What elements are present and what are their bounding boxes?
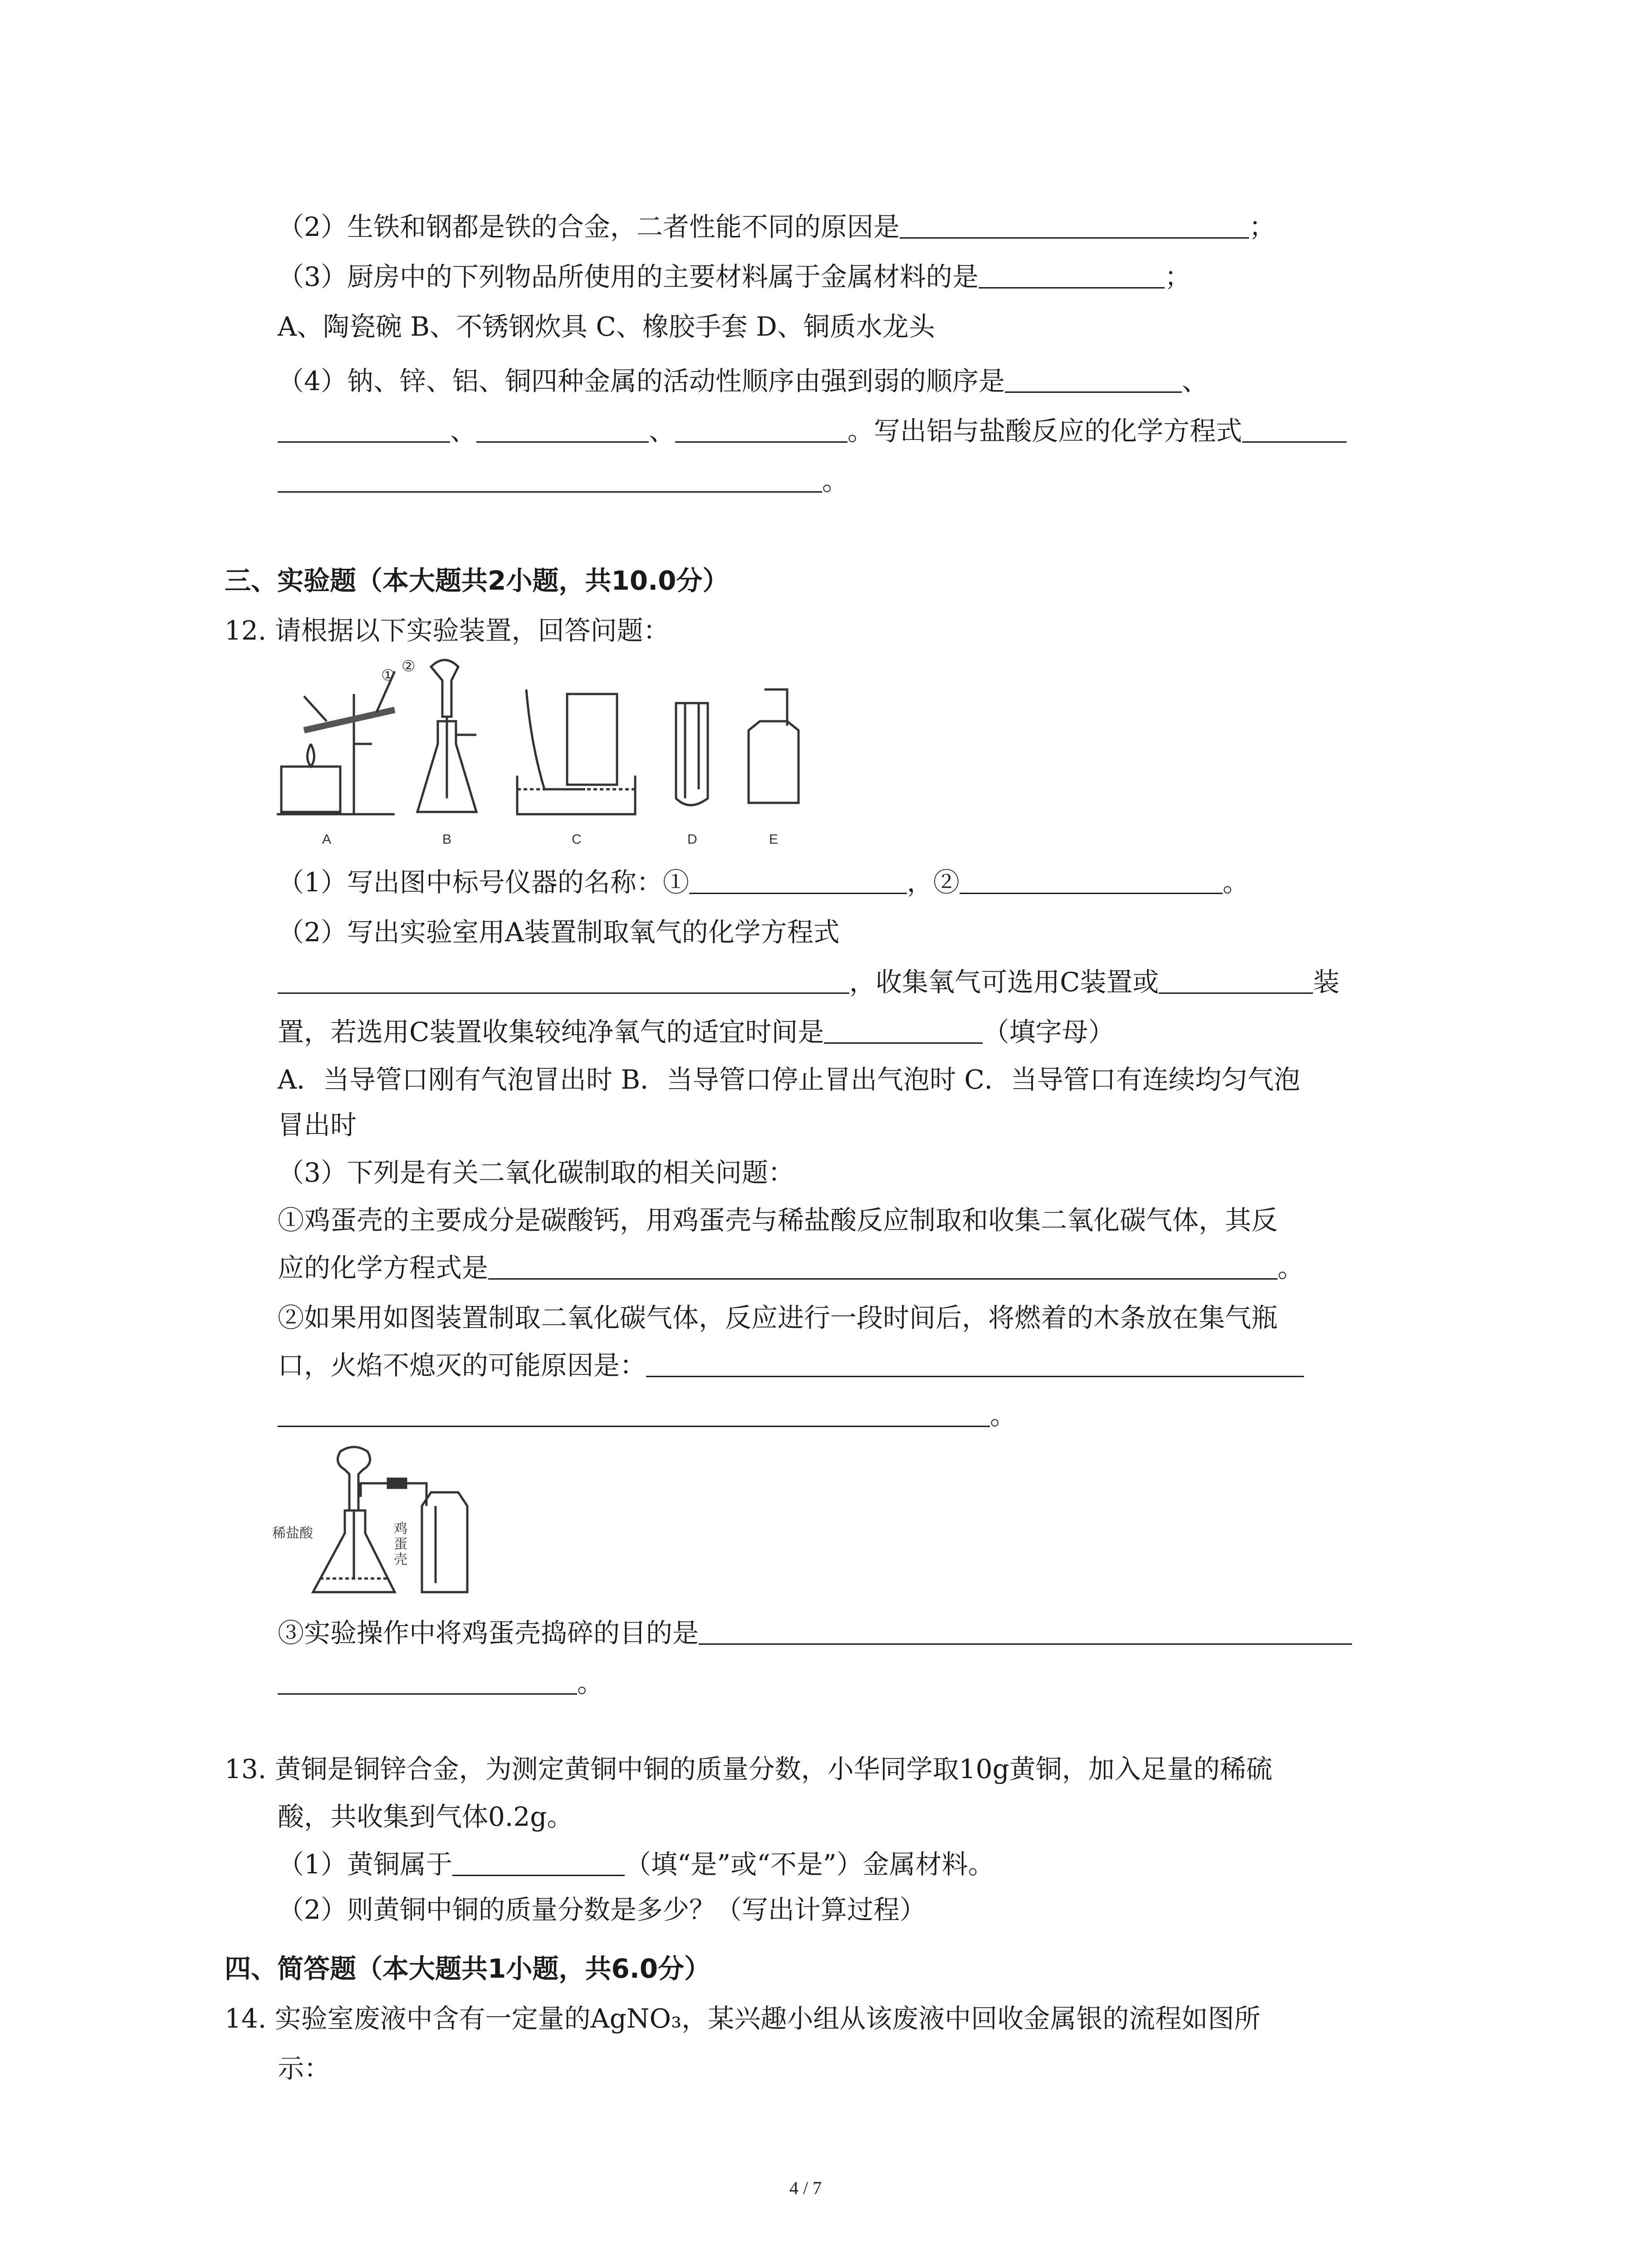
q11-part4-eq: 。 (278, 463, 848, 499)
label-a: A (322, 832, 332, 847)
mark-1: ① (381, 667, 395, 684)
q12-part3-2b: 口，火焰不熄灭的可能原因是： (278, 1347, 1304, 1383)
answer-blank[interactable] (675, 414, 847, 443)
answer-blank[interactable] (646, 1349, 1304, 1377)
q12-part2: （2）写出实验室用A装置制取氧气的化学方程式 (278, 917, 840, 948)
answer-blank[interactable] (900, 210, 1249, 239)
apparatus-figure-a-e (272, 653, 848, 848)
answer-blank[interactable] (689, 865, 907, 894)
q14-stem-b: 示： (278, 2053, 331, 2084)
answer-blank[interactable] (1159, 965, 1313, 994)
answer-blank[interactable] (278, 1666, 577, 1695)
flame (308, 744, 314, 767)
q12-part3-2c: 。 (278, 1397, 1016, 1433)
gas-collecting-bottle (422, 1492, 467, 1592)
answer-blank[interactable] (979, 260, 1165, 288)
q11-part3: （3）厨房中的下列物品所使用的主要材料属于金属材料的是 ； (278, 259, 1191, 295)
gas-collecting-bottle (567, 694, 617, 785)
q13-part1: （1）黄铜属于 （填“是”或“不是”）金属材料。 (278, 1846, 994, 1882)
q12-part3-2a: ②如果用如图装置制取二氧化碳气体，反应进行一段时间后，将燃着的木条放在集气瓶 (278, 1302, 1278, 1333)
answer-blank[interactable] (1242, 414, 1347, 443)
label-b: B (442, 832, 452, 847)
label-eggshell: 鸡蛋壳 (394, 1521, 407, 1567)
answer-blank[interactable] (452, 1848, 625, 1876)
q12-options-2: 冒出时 (278, 1110, 357, 1140)
q12-part3: （3）下列是有关二氧化碳制取的相关问题： (278, 1157, 794, 1188)
section-title-experiments: 三、实验题（本大题共2小题，共10.0分） (225, 565, 729, 596)
page-number: 4 / 7 (789, 2178, 822, 2198)
answer-blank[interactable] (278, 1398, 990, 1427)
q13-stem-b: 酸，共收集到气体0.2g。 (278, 1801, 573, 1832)
q12-part2-b: ，收集氧气可选用C装置或 装 (278, 964, 1339, 1000)
answer-blank[interactable] (278, 464, 822, 493)
answer-blank[interactable] (960, 865, 1223, 894)
label-c: C (572, 832, 582, 847)
q14-stem-a: 14. 实验室废液中含有一定量的AgNO₃，某兴趣小组从该废液中回收金属银的流程如图所 (225, 2003, 1261, 2034)
answer-blank[interactable] (278, 965, 849, 994)
q12-part3-3: ③实验操作中将鸡蛋壳捣碎的目的是 (278, 1615, 1352, 1651)
label-e: E (769, 832, 779, 847)
q12-part3-1a: ①鸡蛋壳的主要成分是碳酸钙，用鸡蛋壳与稀盐酸反应制取和收集二氧化碳气体，其反 (278, 1205, 1278, 1236)
q12-options-1: A．当导管口刚有气泡冒出时 B．当导管口停止冒出气泡时 C．当导管口有连续均匀气泡 (278, 1064, 1300, 1095)
alcohol-lamp (281, 767, 340, 812)
test-tube (304, 710, 395, 730)
answer-blank[interactable] (699, 1616, 1352, 1645)
q12-part1: （1）写出图中标号仪器的名称：① ，② 。 (278, 864, 1249, 900)
separatory-funnel (338, 1447, 370, 1510)
q11-part4-cont: 、 、 。写出铝与盐酸反应的化学方程式 (278, 413, 1347, 449)
answer-blank[interactable] (488, 1251, 1278, 1280)
q12-stem: 12. 请根据以下实验装置，回答问题： (225, 615, 670, 646)
label-dilute-hcl: 稀盐酸 (272, 1526, 313, 1541)
gas-bottle-d (676, 703, 708, 805)
answer-blank[interactable] (824, 1015, 983, 1044)
q12-part3-3b: 。 (278, 1665, 603, 1701)
funnel (431, 660, 458, 717)
co2-apparatus-figure (272, 1442, 481, 1615)
answer-blank[interactable] (476, 414, 649, 443)
section-title-short-answer: 四、简答题（本大题共1小题，共6.0分） (225, 1953, 711, 1984)
q13-stem-a: 13. 黄铜是铜锌合金，为测定黄铜中铜的质量分数，小华同学取10g黄铜，加入足量的稀硫 (225, 1754, 1273, 1784)
gas-bottle-e (749, 721, 798, 803)
q12-part2-c: 置，若选用C装置收集较纯净氧气的适宜时间是 （填字母） (278, 1014, 1114, 1050)
q11-part4: （4）钠、锌、铝、铜四种金属的活动性顺序由强到弱的顺序是 、 (278, 363, 1208, 399)
mark-2: ② (402, 658, 416, 675)
answer-blank[interactable] (278, 414, 450, 443)
q12-part3-1b: 应的化学方程式是 。 (278, 1250, 1304, 1286)
answer-blank[interactable] (1005, 364, 1182, 393)
q11-part3-options: A、陶瓷碗 B、不锈钢炊具 C、橡胶手套 D、铜质水龙头 (278, 311, 935, 342)
q11-part2: （2）生铁和钢都是铁的合金，二者性能不同的原因是 ； (278, 209, 1275, 245)
q13-part2: （2）则黄铜中铜的质量分数是多少？（写出计算过程） (278, 1894, 926, 1925)
label-d: D (687, 832, 697, 847)
